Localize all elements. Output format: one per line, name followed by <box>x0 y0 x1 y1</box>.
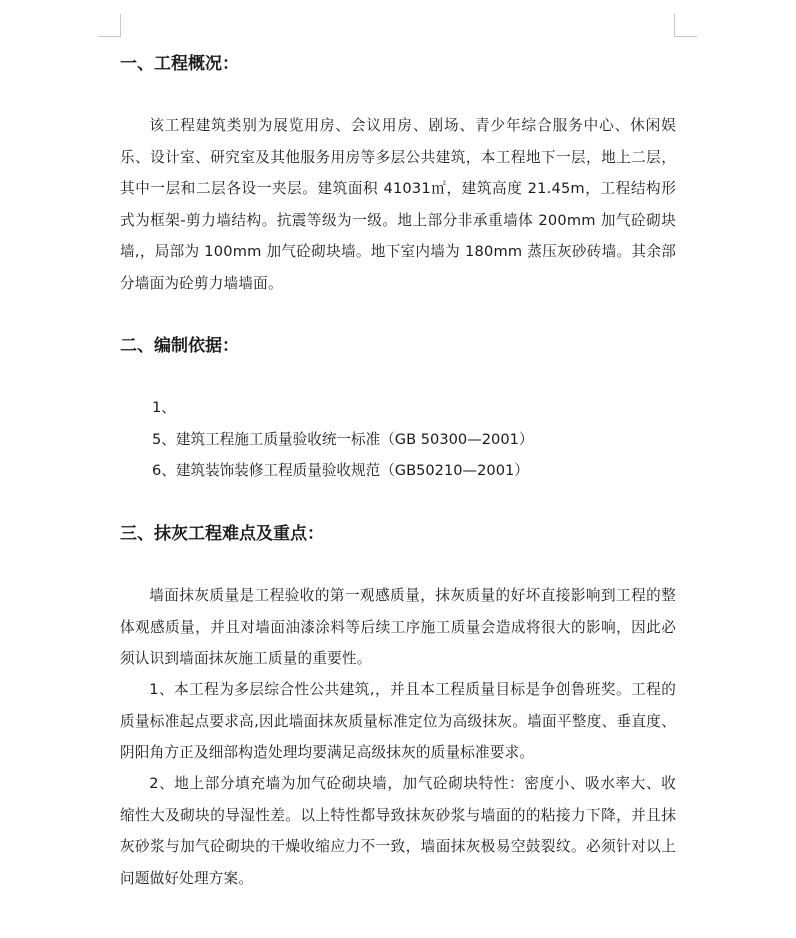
section-heading-overview: 一、工程概况： <box>120 54 239 74</box>
list-item: 5、建筑工程施工质量验收统一标准（GB 50300—2001） <box>152 430 534 448</box>
list-item: 6、建筑装饰装修工程质量验收规范（GB50210—2001） <box>152 462 529 479</box>
list-item: 1、 <box>152 399 176 416</box>
margin-corner-top-left <box>98 14 121 37</box>
key-points-paragraph-1: 1、本工程为多层综合性公共建筑,，并且本工程质量目标是争创鲁班奖。工程的质量标准起点要求高,因此墙面抹灰质量标准定位为高级抹灰。墙面平整度、垂直度、阴阳角方正及细部构造处理均要满足高级抹灰的质量标准要求。 <box>120 681 676 761</box>
basis-list <box>152 392 534 487</box>
key-points-paragraph-2: 2、地上部分填充墙为加气砼砌块墙，加气砼砌块特性：密度小、吸水率大、收缩性大及砌块的导湿性差。以上特性都导致抹灰砂浆与墙面的的粘接力下降，并且抹灰砂浆与加气砼砌块的干燥收缩应力不一致，墙面抹灰极易空鼓裂纹。必须针对以上问题做好处理方案。 <box>120 775 676 887</box>
margin-corner-top-right <box>674 14 697 37</box>
overview-paragraph: 该工程建筑类别为展览用房、会议用房、剧场、青少年综合服务中心、休闲娱乐、设计室、研究室及其他服务用房等多层公共建筑，本工程地下一层，地上二层，其中一层和二层各设一夹层。建筑面积 41031㎡，建筑高度 21.45m，工程结构形式为框架-剪力墙结构。抗震等级为一级。地上部分非承重墙体 200mm 加气砼砌块墙,，局部为 100mm 加气砼砌块墙。地下室内墙为 180mm 蒸压灰砂砖墙。其余部分墙面为砼剪力墙墙面。 <box>120 117 676 292</box>
key-points-paragraph-intro: 墙面抹灰质量是工程验收的第一观感质量，抹灰质量的好坏直接影响到工程的整体观感质量，并且对墙面油漆涂料等后续工序施工质量会造成将很大的影响，因此必须认识到墙面抹灰施工质量的重要性。 <box>120 587 676 667</box>
section-heading-key-points: 三、抹灰工程难点及重点： <box>120 524 324 544</box>
section-heading-basis: 二、编制依据： <box>120 336 239 356</box>
